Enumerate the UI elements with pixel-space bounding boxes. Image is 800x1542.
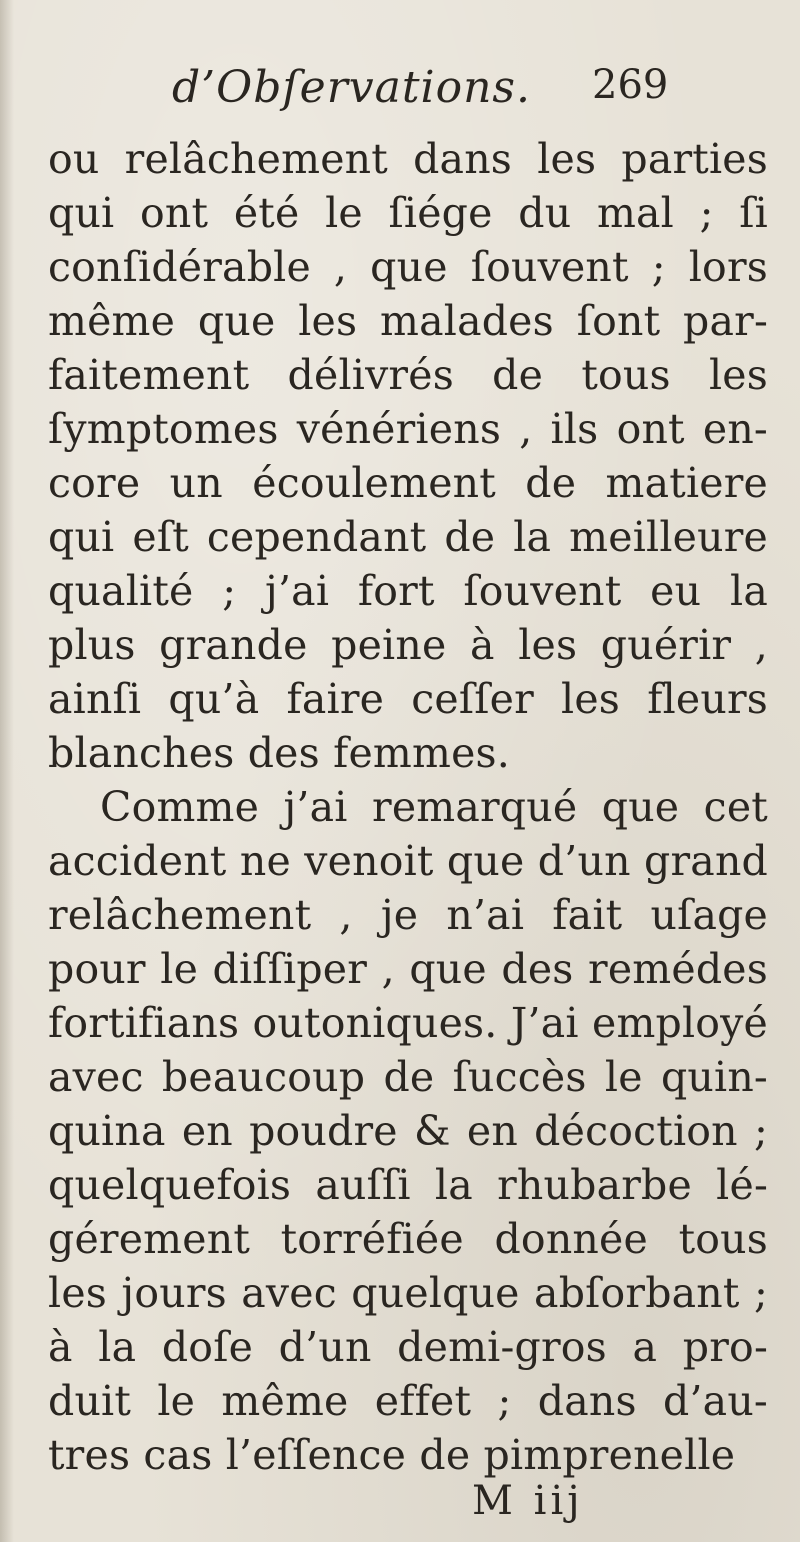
signature-mark: M iij <box>472 1478 584 1524</box>
text-line: à la doſe d’un demi-gros a pro- <box>48 1323 768 1371</box>
text-line: avec beaucoup de ſuccès le quin- <box>48 1053 768 1101</box>
text-line: accident ne venoit que d’un grand <box>48 837 768 885</box>
text-line: ſymptomes vénériens , ils ont en- <box>48 405 768 453</box>
text-line: les jours avec quelque abſorbant ; <box>48 1269 768 1317</box>
text-line: même que les malades ſont par- <box>48 297 768 345</box>
text-line: core un écoulement de matiere <box>48 459 768 507</box>
running-title: d’Obſervations. <box>172 62 531 113</box>
text-line: ou relâchement dans les parties <box>48 135 768 183</box>
text-line: relâchement , je n’ai fait uſage <box>48 891 768 939</box>
text-line: fortifians outoniques. J’ai employé <box>48 999 768 1047</box>
text-line: qui ont été le ſiége du mal ; ſi <box>48 189 768 237</box>
text-line: pour le diſſiper , que des remédes <box>48 945 768 993</box>
text-line: tres cas l’eſſence de pimprenelle <box>48 1431 736 1479</box>
text-line: plus grande peine à les guérir , <box>48 621 768 669</box>
paragraph-start-line: Comme j’ai remarqué que cet <box>100 783 768 831</box>
text-line: gérement torréfiée donnée tous <box>48 1215 768 1263</box>
text-line: quina en poudre & en décoction ; <box>48 1107 768 1155</box>
text-line: quelquefois auſſi la rhubarbe lé- <box>48 1161 768 1209</box>
page-number: 269 <box>592 62 669 108</box>
text-line: qualité ; j’ai fort ſouvent eu la <box>48 567 768 615</box>
text-line: faitement délivrés de tous les <box>48 351 768 399</box>
text-line: qui eſt cependant de la meilleure <box>48 513 768 561</box>
text-line: ainſi qu’à faire ceſſer les fleurs <box>48 675 768 723</box>
text-line: blanches des femmes. <box>48 729 511 777</box>
text-line: duit le même effet ; dans d’au- <box>48 1377 768 1425</box>
text-line: conſidérable , que ſouvent ; lors <box>48 243 768 291</box>
